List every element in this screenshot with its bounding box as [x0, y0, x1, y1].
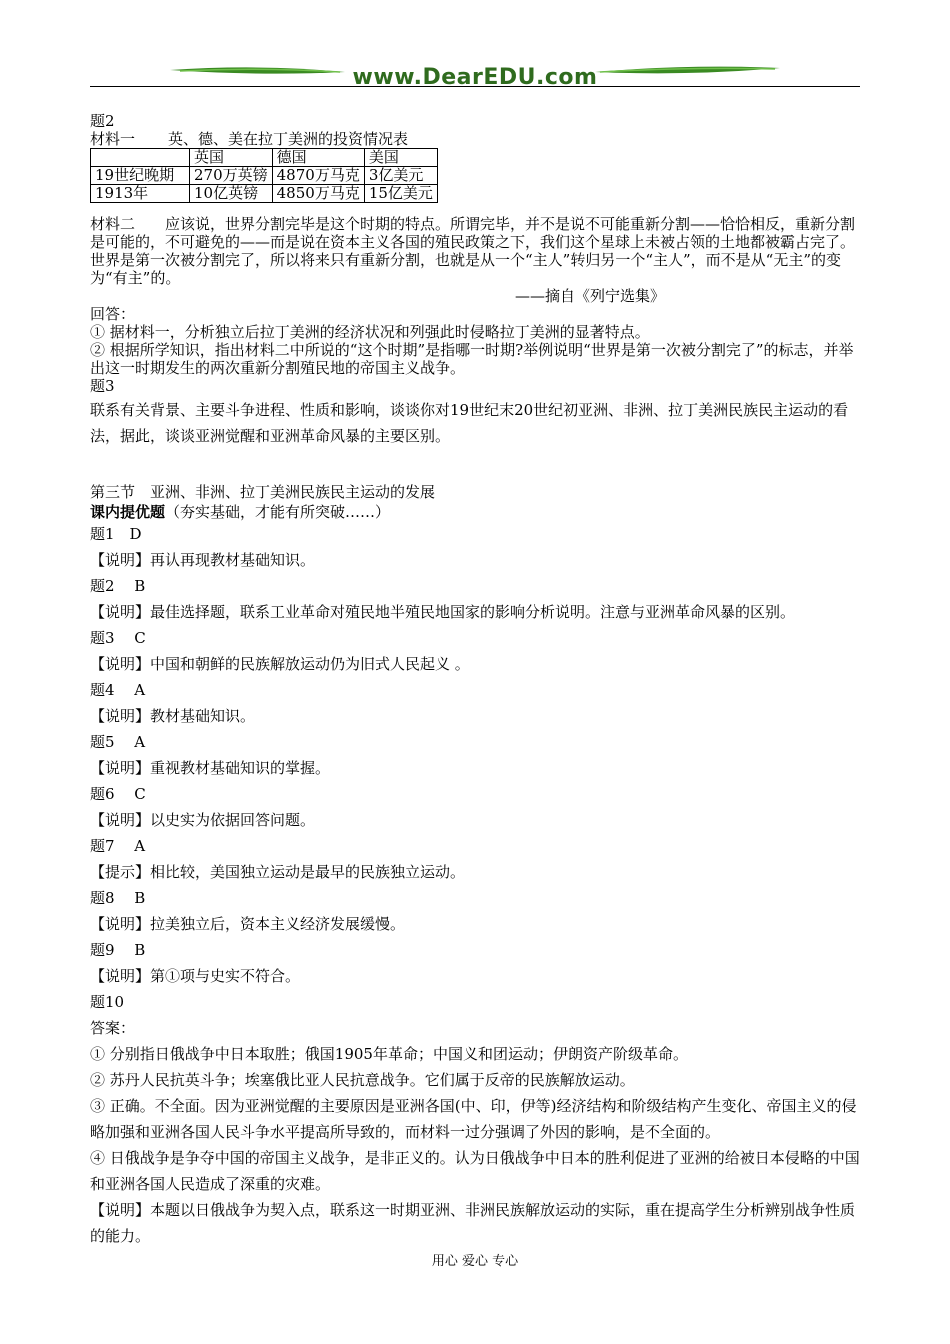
page-header	[90, 62, 860, 92]
q10-item-2: ② 苏丹人民抗英斗争；埃塞俄比亚人民抗意战争。它们属于反帝的民族解放运动。	[90, 1071, 635, 1089]
material2-text: 材料二 应该说，世界分割完毕是这个时期的特点。所谓完毕，并不是说不可能重新分割——恰恰相反，重新分割是可能的，不可避免的——而是说在资本主义各国的殖民政策之下，我们这个星球上未被占领的土地都被霸占完了。世界是第一次被分割完了，所以将来只有重新分割，也就是从一个“主人”转归另一个“主人”，而不是从“无主”的变为“有主”的。	[90, 215, 856, 287]
material1-heading: 材料一 英、德、美在拉丁美洲的投资情况表	[90, 130, 409, 148]
answer-8-choice: 题8 B	[90, 889, 146, 907]
answer-1-choice: 题1 D	[90, 525, 142, 543]
table-header-row	[91, 149, 438, 167]
answer-5-choice: 题5 A	[90, 733, 146, 751]
table-row	[91, 167, 438, 185]
document-body	[90, 112, 860, 1249]
table-header-cell: 英国	[190, 149, 273, 167]
header-rule	[90, 86, 860, 87]
q2-answer-label: 回答：	[90, 305, 136, 323]
table-cell: 270万英镑	[190, 167, 273, 185]
site-logo: www.DearEDU.com	[352, 65, 598, 90]
q2-title: 题2	[90, 112, 115, 130]
table-cell: 4870万马克	[272, 167, 364, 185]
table-cell: 1913年	[91, 185, 190, 203]
q3-text: 联系有关背景、主要斗争进程、性质和影响，谈谈你对19世纪末20世纪初亚洲、非洲、拉丁美洲民族民主运动的看法，据此，谈谈亚洲觉醒和亚洲革命风暴的主要区别。	[90, 401, 849, 445]
answer-4-note: 【说明】教材基础知识。	[90, 707, 256, 725]
answer-4-choice: 题4 A	[90, 681, 146, 699]
answer-3-note: 【说明】中国和朝鲜的民族解放运动仍为旧式人民起义 。	[90, 655, 470, 673]
q10-item-1: ① 分别指日俄战争中日本取胜；俄国1905年革命；中国义和团运动；伊朗资产阶级革命。	[90, 1045, 688, 1063]
material2-source: ——摘自《列宁选集》	[514, 287, 665, 305]
table-cell: 3亿美元	[364, 167, 437, 185]
answer-7-choice: 题7 A	[90, 837, 146, 855]
answer-7-note: 【提示】相比较，美国独立运动是最早的民族独立运动。	[90, 863, 466, 881]
q10-title: 题10	[90, 993, 125, 1011]
page-footer: 用心 爱心 专心	[431, 1254, 519, 1269]
q2-question-1: ① 据材料一，分析独立后拉丁美洲的经济状况和列强此时侵略拉丁美洲的显著特点。	[90, 323, 650, 341]
investment-table	[90, 148, 438, 203]
q10-item-4: ④ 日俄战争是争夺中国的帝国主义战争，是非正义的。认为日俄战争中日本的胜利促进了亚洲的给被日本侵略的中国和亚洲各国人民造成了深重的灾难。	[90, 1149, 860, 1193]
table-cell: 19世纪晚期	[91, 167, 190, 185]
table-header-cell	[91, 149, 190, 167]
answer-9-choice: 题9 B	[90, 941, 146, 959]
table-cell: 4850万马克	[272, 185, 364, 203]
q3-title: 题3	[90, 377, 115, 395]
q10-note: 【说明】本题以日俄战争为契入点，联系这一时期亚洲、非洲民族解放运动的实际，重在提高学生分析辨别战争性质的能力。	[90, 1201, 856, 1245]
table-header-cell: 美国	[364, 149, 437, 167]
answer-5-note: 【说明】重视教材基础知识的掌握。	[90, 759, 331, 777]
answer-2-note: 【说明】最佳选择题，联系工业革命对殖民地半殖民地国家的影响分析说明。注意与亚洲革命风暴的区别。	[90, 603, 796, 621]
section-title: 第三节 亚洲、非洲、拉丁美洲民族民主运动的发展	[90, 483, 436, 501]
answer-2-choice: 题2 B	[90, 577, 146, 595]
answer-6-choice: 题6 C	[90, 785, 146, 803]
table-header-cell: 德国	[272, 149, 364, 167]
q2-question-2: ② 根据所学知识，指出材料二中所说的“这个时期”是指哪一时期?举例说明“世界是第一次被分割完了”的标志，并举出这一时期发生的两次重新分割殖民地的帝国主义战争。	[90, 341, 854, 377]
answer-1-note: 【说明】再认再现教材基础知识。	[90, 551, 316, 569]
table-row	[91, 185, 438, 203]
answer-9-note: 【说明】第①项与史实不符合。	[90, 967, 301, 985]
answer-6-note: 【说明】以史实为依据回答问题。	[90, 811, 316, 829]
q10-answer-label: 答案：	[90, 1019, 136, 1037]
table-cell: 15亿美元	[364, 185, 437, 203]
table-cell: 10亿英镑	[190, 185, 273, 203]
section-subtitle: 课内提优题（夯实基础，才能有所突破……）	[90, 503, 391, 521]
answer-8-note: 【说明】拉美独立后，资本主义经济发展缓慢。	[90, 915, 406, 933]
answer-3-choice: 题3 C	[90, 629, 146, 647]
q10-item-3: ③ 正确。不全面。因为亚洲觉醒的主要原因是亚洲各国(中、印，伊等)经济结构和阶级结构产生变化、帝国主义的侵略加强和亚洲各国人民斗争水平提高所导致的，而材料一过分强调了外因的影响，是不全面的。	[90, 1097, 857, 1141]
